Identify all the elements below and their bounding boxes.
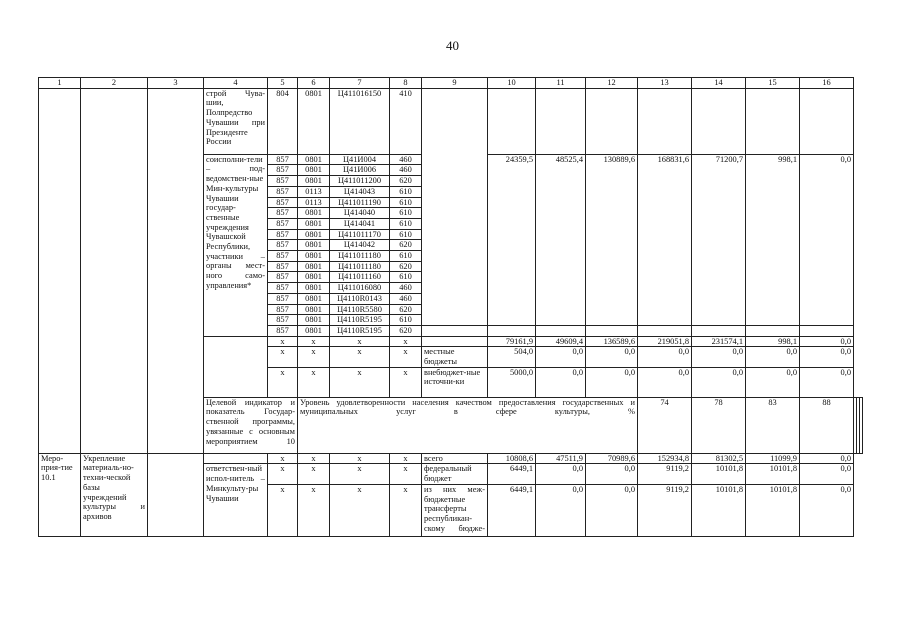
code-cell: 0801 [298, 261, 330, 272]
code-cell: 857 [268, 186, 298, 197]
code-cell: 804 [268, 88, 298, 154]
x-cell: x [390, 336, 422, 347]
value-cell: 0,0 [800, 154, 854, 325]
source-label: из них меж-бюджетные трансферты республикан-скому бюдже- [422, 484, 488, 536]
value-cell: 0,0 [586, 367, 638, 397]
value-cell: 9119,2 [638, 464, 692, 484]
value-cell: 231574,1 [692, 336, 746, 347]
code-cell: Ц411011200 [330, 176, 390, 187]
value-cell: 48525,4 [536, 154, 586, 325]
empty-cell [204, 453, 268, 464]
x-cell: x [390, 347, 422, 367]
code-cell: 857 [268, 154, 298, 165]
code-cell: 857 [268, 283, 298, 294]
value-cell: 0,0 [800, 367, 854, 397]
code-cell: 857 [268, 261, 298, 272]
empty-cell [586, 325, 638, 336]
value-cell: 130889,6 [586, 154, 638, 325]
column-header: 14 [692, 78, 746, 89]
value-cell: 10101,8 [692, 484, 746, 536]
code-cell: 410 [390, 88, 422, 154]
column-header: 1 [39, 78, 81, 89]
x-cell: x [298, 464, 330, 484]
table-row [39, 453, 863, 464]
code-cell: Ц4110R5195 [330, 315, 390, 326]
empty-cell [638, 325, 692, 336]
indicator-value: 83 [746, 397, 800, 453]
value-cell: 0,0 [536, 347, 586, 367]
value-cell: 219051,8 [638, 336, 692, 347]
x-cell: x [268, 464, 298, 484]
code-cell: 0801 [298, 304, 330, 315]
x-cell: x [390, 464, 422, 484]
code-cell: 610 [390, 272, 422, 283]
value-cell: 0,0 [638, 367, 692, 397]
column-header: 9 [422, 78, 488, 89]
column-header: 12 [586, 78, 638, 89]
code-cell: Ц4110R5580 [330, 304, 390, 315]
indicator-value: 74 [638, 397, 692, 453]
empty-cell [488, 88, 536, 154]
code-cell: 610 [390, 208, 422, 219]
code-cell: 610 [390, 251, 422, 262]
code-cell: Ц411011160 [330, 272, 390, 283]
column-header: 4 [204, 78, 268, 89]
value-cell: 47511,9 [536, 453, 586, 464]
column-header: 8 [390, 78, 422, 89]
value-cell: 0,0 [746, 367, 800, 397]
code-cell: 857 [268, 197, 298, 208]
x-cell: x [268, 336, 298, 347]
code-cell: 0801 [298, 293, 330, 304]
code-cell: 460 [390, 293, 422, 304]
empty-cell [204, 336, 268, 397]
x-cell: x [330, 453, 390, 464]
code-cell: 0113 [298, 186, 330, 197]
column-header: 2 [81, 78, 148, 89]
value-cell: 10101,8 [746, 464, 800, 484]
value-cell: 504,0 [488, 347, 536, 367]
code-cell: Ц411011180 [330, 261, 390, 272]
value-cell: 136589,6 [586, 336, 638, 347]
code-cell: 857 [268, 240, 298, 251]
x-cell: x [298, 367, 330, 397]
code-cell: 610 [390, 197, 422, 208]
column-header: 5 [268, 78, 298, 89]
code-cell: Ц4110R5195 [330, 325, 390, 336]
code-cell: Ц41И006 [330, 165, 390, 176]
empty-cell [746, 88, 800, 154]
measure-name: Укрепление материаль-но-техни-ческой базы учреждений культуры и архивов [81, 453, 148, 536]
header-row [39, 78, 863, 89]
code-cell: 460 [390, 154, 422, 165]
empty-cell [39, 88, 81, 453]
value-cell: 0,0 [638, 347, 692, 367]
code-cell: 620 [390, 240, 422, 251]
indicator-value [860, 397, 863, 453]
value-cell: 0,0 [586, 464, 638, 484]
column-header: 3 [148, 78, 204, 89]
empty-cell [536, 88, 586, 154]
code-cell: 0801 [298, 283, 330, 294]
indicator-label: Целевой индикатор и показатель Государ-ственной программы, увязанные с основным мероприятием 10 [204, 397, 298, 453]
x-cell: x [298, 453, 330, 464]
value-cell: 79161,9 [488, 336, 536, 347]
empty-cell [422, 88, 488, 325]
value-cell: 0,0 [800, 484, 854, 536]
code-cell: 0801 [298, 208, 330, 219]
code-cell: 610 [390, 315, 422, 326]
value-cell: 0,0 [692, 367, 746, 397]
source-label: местные бюджеты [422, 347, 488, 367]
code-cell: Ц414043 [330, 186, 390, 197]
column-header: 7 [330, 78, 390, 89]
code-cell: Ц411011170 [330, 229, 390, 240]
x-cell: x [330, 484, 390, 536]
code-cell: Ц414040 [330, 208, 390, 219]
code-cell: Ц411016150 [330, 88, 390, 154]
value-cell: 49609,4 [536, 336, 586, 347]
column-header: 11 [536, 78, 586, 89]
page-number: 40 [446, 38, 459, 53]
executor-cell: ответствен-ный испол-нитель – Минкульту-ры Чувашии [204, 464, 268, 536]
x-cell: x [298, 347, 330, 367]
code-cell: 610 [390, 229, 422, 240]
value-cell: 0,0 [536, 464, 586, 484]
empty-cell [800, 88, 854, 154]
value-cell: 998,1 [746, 154, 800, 325]
code-cell: 620 [390, 176, 422, 187]
code-cell: 0801 [298, 154, 330, 165]
column-header: 16 [800, 78, 854, 89]
column-header: 10 [488, 78, 536, 89]
code-cell: 620 [390, 304, 422, 315]
column-header: 13 [638, 78, 692, 89]
code-cell: 857 [268, 208, 298, 219]
source-label: федеральный бюджет [422, 464, 488, 484]
budget-table [38, 77, 863, 537]
value-cell: 152934,8 [638, 453, 692, 464]
indicator-value: 78 [692, 397, 746, 453]
value-cell: 11099,9 [746, 453, 800, 464]
code-cell: 0801 [298, 325, 330, 336]
code-cell: Ц411016080 [330, 283, 390, 294]
code-cell: 460 [390, 283, 422, 294]
value-cell: 0,0 [800, 464, 854, 484]
column-header: 15 [746, 78, 800, 89]
value-cell: 168831,6 [638, 154, 692, 325]
value-cell: 24359,5 [488, 154, 536, 325]
code-cell: 857 [268, 293, 298, 304]
value-cell: 0,0 [536, 484, 586, 536]
x-cell: x [268, 484, 298, 536]
empty-cell [536, 325, 586, 336]
code-cell: 857 [268, 251, 298, 262]
code-cell: 857 [268, 304, 298, 315]
value-cell: 10101,8 [746, 484, 800, 536]
code-cell: 610 [390, 186, 422, 197]
x-cell: x [330, 464, 390, 484]
value-cell: 9119,2 [638, 484, 692, 536]
x-cell: x [268, 453, 298, 464]
code-cell: 0801 [298, 88, 330, 154]
value-cell: 0,0 [586, 484, 638, 536]
value-cell: 71200,7 [692, 154, 746, 325]
empty-cell [638, 88, 692, 154]
code-cell: 0801 [298, 272, 330, 283]
code-cell: 0801 [298, 240, 330, 251]
x-cell: x [330, 367, 390, 397]
empty-cell [81, 88, 148, 453]
empty-cell [422, 325, 488, 336]
x-cell: x [390, 453, 422, 464]
empty-cell [422, 336, 488, 347]
code-cell: 857 [268, 315, 298, 326]
executor-cell: строй Чува-шии, Полпредство Чувашии при Президенте России [204, 88, 268, 154]
value-cell: 0,0 [800, 336, 854, 347]
code-cell: 0113 [298, 197, 330, 208]
code-cell: Ц411011190 [330, 197, 390, 208]
value-cell: 0,0 [692, 347, 746, 367]
indicator-text: Уровень удовлетворенности населения качеством предоставления государственных и муниципальных услуг в сфере культуры, % [298, 397, 638, 453]
code-cell: 857 [268, 176, 298, 187]
value-cell: 6449,1 [488, 464, 536, 484]
value-cell: 0,0 [746, 347, 800, 367]
code-cell: 857 [268, 165, 298, 176]
x-cell: x [268, 367, 298, 397]
x-cell: x [330, 336, 390, 347]
x-cell: x [298, 336, 330, 347]
column-header: 6 [298, 78, 330, 89]
x-cell: x [298, 484, 330, 536]
code-cell: 620 [390, 325, 422, 336]
code-cell: 0801 [298, 251, 330, 262]
code-cell: 0801 [298, 218, 330, 229]
value-cell: 0,0 [536, 367, 586, 397]
code-cell: Ц414042 [330, 240, 390, 251]
code-cell: 0801 [298, 165, 330, 176]
measure-id: Меро-прия-тие 10.1 [39, 453, 81, 536]
value-cell: 10101,8 [692, 464, 746, 484]
code-cell: 857 [268, 325, 298, 336]
code-cell: 857 [268, 229, 298, 240]
x-cell: x [390, 484, 422, 536]
empty-cell [692, 325, 746, 336]
x-cell: x [268, 347, 298, 367]
code-cell: 857 [268, 218, 298, 229]
code-cell: Ц411011180 [330, 251, 390, 262]
value-cell: 0,0 [586, 347, 638, 367]
code-cell: 857 [268, 272, 298, 283]
code-cell: 0801 [298, 315, 330, 326]
indicator-value: 88 [800, 397, 854, 453]
value-cell: 81302,5 [692, 453, 746, 464]
table-row [39, 88, 863, 154]
empty-cell [800, 325, 854, 336]
value-cell: 70989,6 [586, 453, 638, 464]
code-cell: 620 [390, 261, 422, 272]
empty-cell [692, 88, 746, 154]
value-cell: 5000,0 [488, 367, 536, 397]
x-cell: x [390, 367, 422, 397]
code-cell: Ц414041 [330, 218, 390, 229]
code-cell: 610 [390, 218, 422, 229]
empty-cell [148, 453, 204, 536]
empty-cell [746, 325, 800, 336]
code-cell: Ц41И004 [330, 154, 390, 165]
empty-cell [148, 88, 204, 453]
x-cell: x [330, 347, 390, 367]
value-cell: 6449,1 [488, 484, 536, 536]
code-cell: 0801 [298, 229, 330, 240]
value-cell: 0,0 [800, 347, 854, 367]
value-cell: 998,1 [746, 336, 800, 347]
empty-cell [488, 325, 536, 336]
value-cell: 0,0 [800, 453, 854, 464]
code-cell: 0801 [298, 176, 330, 187]
source-label: всего [422, 453, 488, 464]
empty-cell [586, 88, 638, 154]
coexecutor-cell: соисполни-тели – под-ведомствен-ные Мин-культуры Чувашии государ-ственные учреждения Чувашской Республики, участники – органы мест-ного само-управления* [204, 154, 268, 336]
source-label: внебюджет-ные источни-ки [422, 367, 488, 397]
code-cell: Ц4110R0143 [330, 293, 390, 304]
code-cell: 460 [390, 165, 422, 176]
value-cell: 10808,6 [488, 453, 536, 464]
